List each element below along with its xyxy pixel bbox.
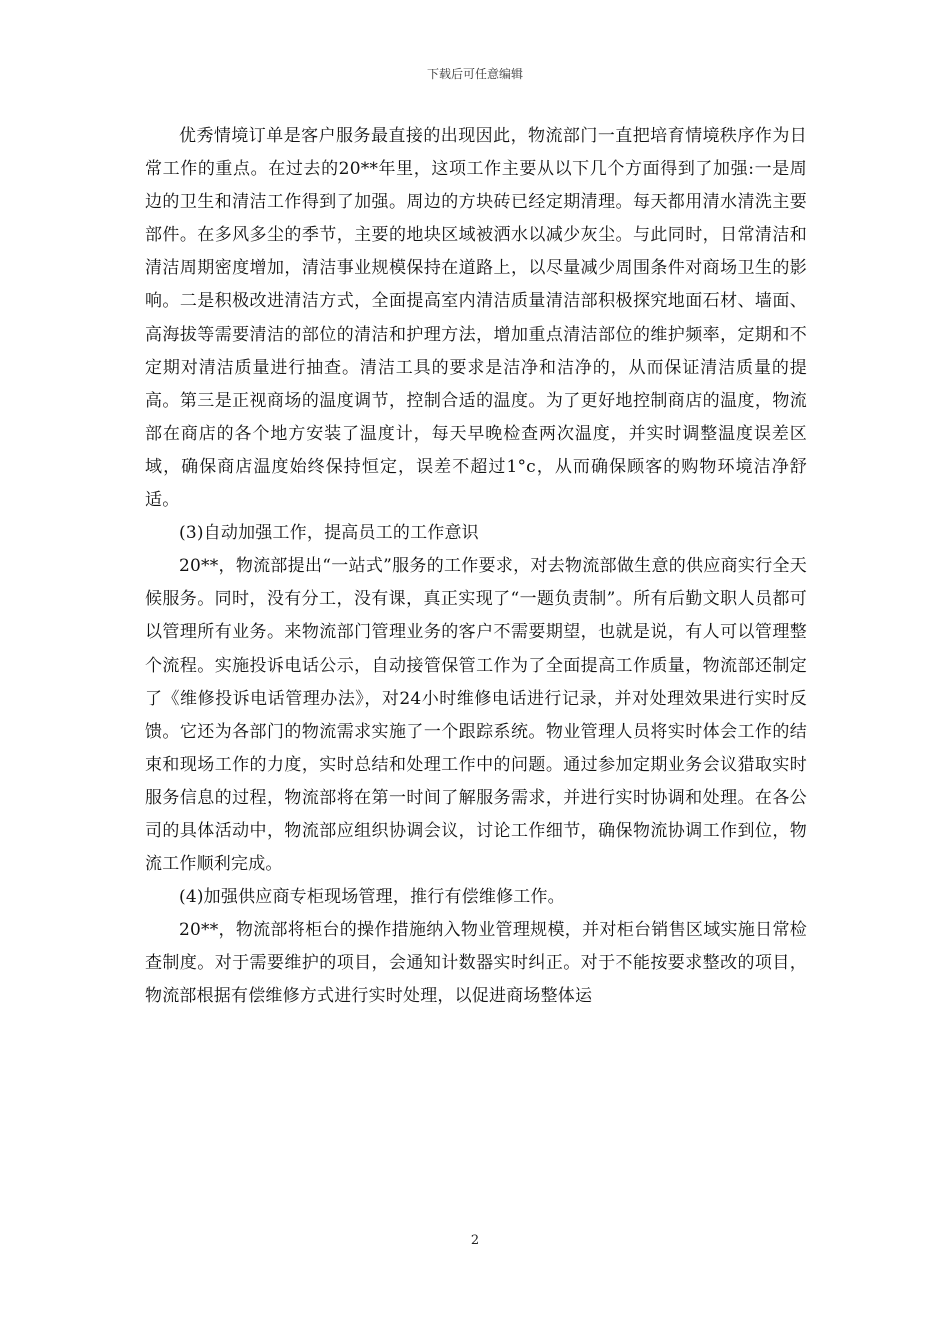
page-header: 下载后可任意编辑 [426,67,523,81]
paragraph-environment-cleaning: 优秀情境订单是客户服务最直接的出现因此，物流部门一直把培育情境秩序作为日常工作的重点。在过去的20**年里，这项工作主要从以下几个方面得到了加强:一是周边的卫生和清洁工作得到了加强。周边的方块砖已经定期清理。每天都用清水清洗主要部件。在多风多尘的季节，主要的地块区域被洒水以减少灰尘。与此同时，日常清洁和清洁周期密度增加，清洁事业规模保持在道路上，以尽量减少周围条件对商场卫生的影响。二是积极改进清洁方式，全面提高室内清洁质量清洁部积极探究地面石材、墙面、高海拔等需要清洁的部位的清洁和护理方法，增加重点清洁部位的维护频率，定期和不定期对清洁质量进行抽查。清洁工具的要求是洁净和洁净的，从而保证清洁质量的提高。第三是正视商场的温度调节，控制合适的温度。为了更好地控制商店的温度，物流部在商店的各个地方安装了温度计，每天早晚检查两次温度，并实时调整温度误差区域，确保商店温度始终保持恒定，误差不超过1°c，从而确保顾客的购物环境洁净舒适。 [145,126,807,511]
page-number: 2 [470,1233,480,1248]
paragraph-one-stop-service: 20**，物流部提出“一站式”服务的工作要求，对去物流部做生意的供应商实行全天候服务。同时，没有分工，没有课，真正实现了“一题负责制”。所有后勤文职人员都可以管理所有业务。来物流部门管理业务的客户不需要期望，也就是说，有人可以管理整个流程。实施投诉电话公示，自动接管保管工作为了全面提高工作质量，物流部还制定了《维修投诉电话管理办法》，对24小时维修电话进行记录，并对处理效果进行实时反馈。它还为各部门的物流需求实施了一个跟踪系统。物业管理人员将实时体会工作的结束和现场工作的力度，实时总结和处理工作中的问题。通过参加定期业务会议猎取实时服务信息的过程，物流部将在第一时间了解服务需求，并进行实时协调和处理。在各公司的具体活动中，物流部应组织协调会议，讨论工作细节，确保物流协调工作到位，物流工作顺利完成。 [145,556,807,875]
document-body [145,120,807,1014]
section-heading-4: (4)加强供应商专柜现场管理，推行有偿维修工作。 [179,887,565,908]
paragraph-counter-management: 20**，物流部将柜台的操作措施纳入物业管理规模，并对柜台销售区域实施日常检查制度。对于需要维护的项目，会通知计数器实时纠正。对于不能按要求整改的项目，物流部根据有偿维修方式进行实时处理，以促进商场整体运 [145,920,807,1007]
section-heading-3: (3)自动加强工作，提高员工的工作意识 [179,523,479,544]
